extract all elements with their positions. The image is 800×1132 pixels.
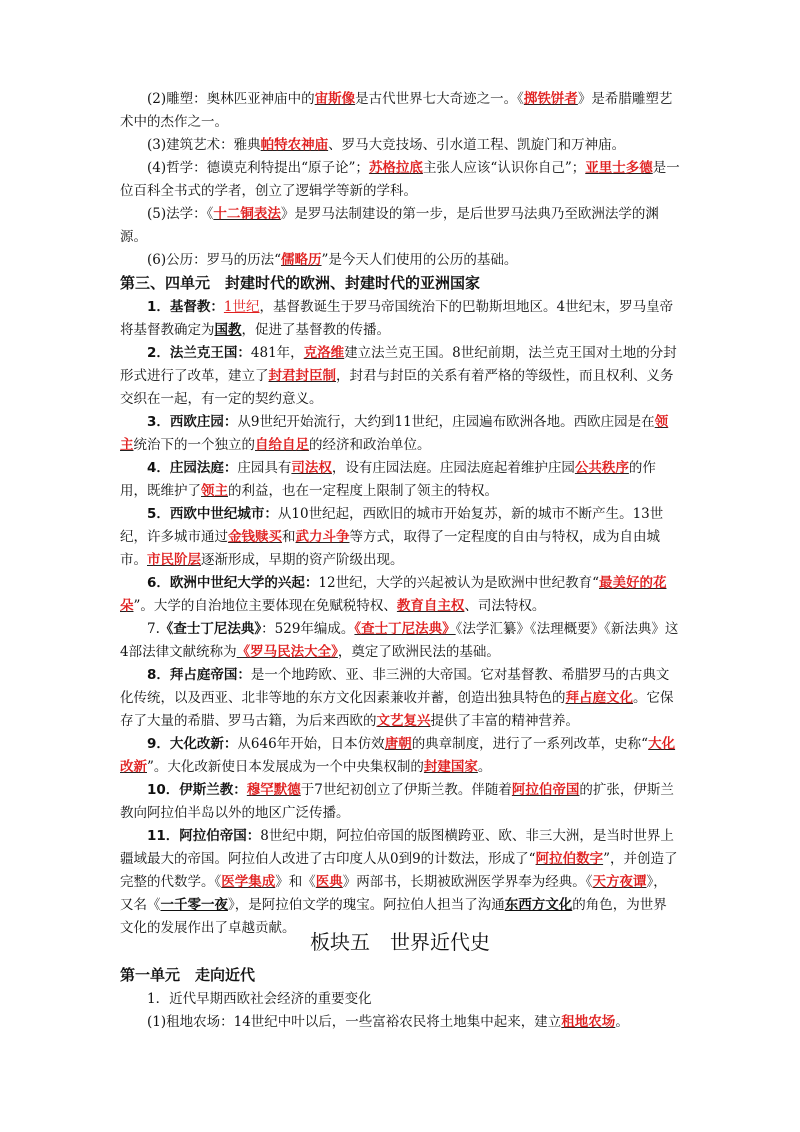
key-term: 掷铁饼者 [523,91,578,107]
paragraph-arab-empire [120,825,680,940]
paragraph-manor-court [120,457,680,503]
key-term: 东西方文化 [504,897,573,913]
paragraph-law [120,203,680,249]
text-run: 481年， [250,345,304,361]
text-run: 》和《 [275,874,316,890]
item-label: 11．阿拉伯帝国： [147,828,261,844]
text-run: 》两部书，长期被欧洲医学界奉为经典。《 [342,874,593,890]
block-title-name: 世界近代史 [390,930,490,954]
key-term: 市民阶层 [147,552,201,568]
text-run: 从10世纪起，西欧旧的城市开始复苏，新的城市不断产生。13世纪，许多城市通过 [120,506,664,545]
text-run: ”。大化改新使日本发展成为一个中央集权制的 [147,759,424,775]
item-label: 10．伊斯兰教： [147,782,247,798]
text-run: ”。大学的自治地位主要体现在免赋税特权、 [133,598,397,614]
text-run: 、司法特权。 [464,598,546,614]
text-run: 主张人应该“认识你自己”； [422,160,586,176]
text-run: 》是罗马法制建设的第一步，是后世罗马法典乃至欧洲法学的渊源。 [120,206,659,245]
text-run: 的作用，既维护了 [120,460,656,499]
text-run: 、罗马大竞技场、引水道工程、凯旋门和万神庙。 [328,137,626,153]
text-run: ，设有庄园法庭。庄园法庭起着维护庄园 [331,460,575,476]
paragraph-islam [120,779,680,825]
text-run: ：529年编成。 [261,621,355,637]
key-term: 国教 [214,322,242,338]
text-run: 统治下的一个独立的 [133,437,255,453]
text-run: 8世纪中期，阿拉伯帝国的版图横跨亚、欧、非三大洲，是当时世界上疆域最大的帝国。阿拉伯人改进了古印度人从0到9的计数法，形成了“ [120,828,674,867]
text-run: ”是今天人们使用的公历的基础。 [321,252,518,268]
text-run: (4)哲学：德谟克利特提出“原子论”； [147,160,369,176]
key-term: 帕特农神庙 [260,137,329,153]
key-term: 儒略历 [281,252,322,268]
key-term: 公共秩序 [574,460,629,476]
text-run: 》，又名《 [120,874,667,913]
text-run: 建立法兰克王国。8世纪前期，法兰克王国对土地的分封形式进行了改革，建立了 [120,345,677,384]
text-run: 12世纪，大学的兴起被认为是欧洲中世纪教育“ [318,575,599,591]
key-term: 教育自主权 [396,598,465,614]
key-term: 医典 [315,874,343,890]
text-run: 是一个地跨欧、亚、非三洲的大帝国。它对基督教、希腊罗马的古典文化传统，以及西亚、北非等地的东方文化因素兼收并蓄，创造出独具特色的 [120,667,670,706]
key-term: 拜占庭文化 [565,690,633,706]
key-term: 文艺复兴 [376,713,431,729]
heading-unit-3-4: 第三、四单元 封建时代的欧洲、封建时代的亚洲国家 [120,274,481,292]
item-label: 2．法兰克王国： [147,345,251,361]
item-label: 6．欧洲中世纪大学的兴起： [147,575,319,591]
text-run: (1)租地农场：14世纪中叶以后，一些富裕农民将土地集中起来，建立 [147,1014,562,1030]
text-run: 。 [477,759,492,775]
paragraph-justinian [120,618,680,664]
key-term: 封君封臣制 [268,368,336,384]
text-run: ，奠定了欧洲民法的基础。 [337,644,500,660]
key-term: 1世纪 [223,299,260,315]
paragraph-architecture [120,134,680,157]
text-run: 《法学汇纂》《法理概要》《新法典》这4部法律文献统称为 [120,621,679,660]
text-run: ，封君与封臣的关系有着严格的等级性，而且权利、义务交织在一起，有一定的契约意义。 [120,368,674,407]
text-run: 庄园具有 [237,460,292,476]
key-term: 司法权 [291,460,332,476]
paragraph-philosophy [120,157,680,203]
text-run: 》是希腊雕塑艺术中的杰作之一。 [120,91,673,130]
key-term: 苏格拉底 [368,160,423,176]
text-run: 7. [147,621,160,637]
heading-section-1: 1．近代早期西欧社会经济的重要变化 [147,991,372,1007]
paragraph-taika [120,733,680,779]
key-term: 阿拉伯帝国 [511,782,580,798]
text-run: 等方式，取得了一定程度的自由与特权，成为自由城市。 [120,529,660,568]
text-run: 的角色，为世界文化的发展作出了卓越贡献。 [120,897,667,936]
text-run: (6)公历：罗马的历法“ [147,252,282,268]
key-term: 封建国家 [423,759,478,775]
key-term: 《罗马民法大全》 [236,644,338,660]
text-run: ，基督教诞生于罗马帝国统治下的巴勒斯坦地区。4世纪末，罗马皇帝将基督教确定为 [120,299,674,338]
text-run: 于7世纪初创立了伊斯兰教。伴随着 [300,782,512,798]
text-run: 从9世纪开始流行，大约到11世纪，庄园遍布欧洲各地。西欧庄园是在 [237,414,655,430]
text-run: 是古代世界七大奇迹之一。《 [355,91,524,107]
item-label: 8．拜占庭帝国： [147,667,251,683]
key-term: 穆罕默德 [246,782,301,798]
key-term: 租地农场 [561,1014,616,1030]
text-run: 从646年开始，日本仿效 [237,736,385,752]
text-run: (2)雕塑：奥林匹亚神庙中的 [147,91,315,107]
text-run: ，促进了基督教的传播。 [241,322,390,338]
block-title [0,928,800,956]
key-term: 《查士丁尼法典》 [354,621,456,637]
text-run: 的典章制度，进行了一系列改革，史称“ [411,736,649,752]
paragraph-manor [120,411,680,457]
key-term: 唐朝 [384,736,412,752]
key-term: 医学集成 [221,874,276,890]
text-run: 和 [282,529,296,545]
text-run: (5)法学：《 [147,206,214,222]
item-label: 1．基督教： [147,299,224,315]
paragraph-frankish [120,342,680,411]
paragraph-cities [120,503,680,572]
paragraph-universities [120,572,680,618]
text-run: 的经济和政治单位。 [309,437,431,453]
text-run: 逐渐形成，早期的资产阶级出现。 [201,552,404,568]
key-term: 天方夜谭 [592,874,647,890]
text-run: 。它保存了大量的希腊、罗马古籍，为后来西欧的 [120,690,674,729]
text-run: 》，是阿拉伯文学的瑰宝。阿拉伯人担当了沟通 [228,897,505,913]
heading-unit-1: 第一单元 走向近代 [120,966,256,984]
item-label: 3．西欧庄园： [147,414,238,430]
key-term: 最美好的花朵 [120,575,667,614]
key-term: 大化改新 [120,736,676,775]
text-run: 的扩张，伊斯兰教向阿拉伯半岛以外的地区广泛传播。 [120,782,674,821]
text-run: 。 [615,1014,629,1030]
paragraph-enclosure [120,1011,680,1034]
key-term: 武力斗争 [295,529,350,545]
item-label: 5．西欧中世纪城市： [147,506,278,522]
paragraph-sculpture [120,88,680,134]
key-term: 克洛维 [303,345,345,361]
key-term: 阿拉伯数字 [535,851,604,867]
key-term: 十二铜表法 [213,206,281,222]
key-term: 一千零一夜 [160,897,228,913]
item-label: 《查士丁尼法典》 [159,621,262,637]
key-term: 宙斯像 [314,91,356,107]
key-term: 亚里士多德 [585,160,653,176]
text-run: 提供了丰富的精神营养。 [430,713,579,729]
text-run: 的利益，也在一定程度上限制了领主的特权。 [228,483,498,499]
paragraph-christianity [120,296,680,342]
item-label: 4．庄园法庭： [147,460,238,476]
text-run: 是一位百科全书式的学者，创立了逻辑学等新的学科。 [120,160,680,199]
key-term: 领主 [120,414,669,453]
paragraph-byzantine [120,664,680,733]
key-term: 自给自足 [255,437,309,453]
text-run: ”，并创造了完整的代数学。《 [120,851,678,890]
key-term: 领主 [201,483,228,499]
paragraph-calendar [120,249,680,272]
text-run: (3)建筑艺术：雅典 [147,137,261,153]
block-title-number: 板块五 [310,930,370,954]
key-term: 金钱赎买 [228,529,282,545]
item-label: 9．大化改新： [147,736,238,752]
